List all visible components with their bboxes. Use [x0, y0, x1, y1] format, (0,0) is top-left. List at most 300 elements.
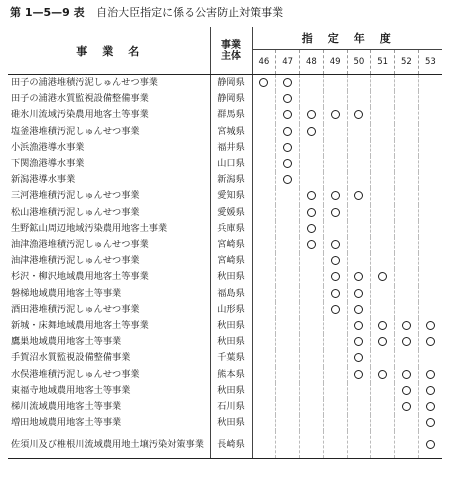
year-cell-53 [418, 124, 442, 140]
project-name: 油津漁港堆積汚泥しゅんせつ事業 [8, 237, 210, 253]
designated-circle-icon [307, 224, 316, 233]
year-cell-48 [300, 350, 324, 366]
year-cell-51 [371, 253, 395, 269]
year-cell-51 [371, 75, 395, 92]
year-cell-47 [276, 302, 300, 318]
year-cell-50 [347, 367, 371, 383]
table-row [8, 205, 442, 221]
table-row [8, 269, 442, 285]
year-cell-50 [347, 107, 371, 123]
year-cell-47 [276, 221, 300, 237]
designated-circle-icon [354, 191, 363, 200]
year-cell-52 [395, 188, 419, 204]
year-cell-50 [347, 350, 371, 366]
year-cell-53 [418, 334, 442, 350]
project-name: 佐須川及び椎根川流域農用地土壌汚染対策事業 [8, 431, 210, 459]
year-cell-52 [395, 75, 419, 92]
year-cell-52 [395, 318, 419, 334]
year-cell-52 [395, 367, 419, 383]
year-cell-46 [252, 75, 276, 92]
designated-circle-icon [354, 337, 363, 346]
year-cell-48 [300, 205, 324, 221]
year-cell-46 [252, 415, 276, 431]
year-cell-53 [418, 237, 442, 253]
designated-circle-icon [378, 321, 387, 330]
table-row [8, 156, 442, 172]
year-cell-48 [300, 318, 324, 334]
year-cell-46 [252, 91, 276, 107]
project-name: 酒田港堆積汚泥しゅんせつ事業 [8, 302, 210, 318]
year-cell-53 [418, 269, 442, 285]
year-cell-51 [371, 269, 395, 285]
project-name: 東福寺地域農用地客土等事業 [8, 383, 210, 399]
year-cell-49 [323, 237, 347, 253]
year-cell-53 [418, 302, 442, 318]
year-cell-52 [395, 124, 419, 140]
year-cell-47 [276, 237, 300, 253]
designated-circle-icon [426, 402, 435, 411]
year-cell-49 [323, 415, 347, 431]
designated-circle-icon [331, 256, 340, 265]
year-cell-52 [395, 205, 419, 221]
designated-circle-icon [378, 370, 387, 379]
year-cell-49 [323, 399, 347, 415]
year-cell-51 [371, 286, 395, 302]
project-name: 新潟港導水事業 [8, 172, 210, 188]
year-cell-52 [395, 140, 419, 156]
designated-circle-icon [378, 337, 387, 346]
table-number: 第 1—5—9 表 [10, 6, 85, 19]
year-cell-52 [395, 302, 419, 318]
designated-circle-icon [331, 110, 340, 119]
year-cell-50 [347, 269, 371, 285]
designated-circle-icon [283, 175, 292, 184]
year-cell-50 [347, 221, 371, 237]
year-cell-48 [300, 286, 324, 302]
table-row [8, 221, 442, 237]
year-cell-53 [418, 367, 442, 383]
year-cell-48 [300, 188, 324, 204]
year-header-50: 50 [347, 50, 371, 75]
year-cell-50 [347, 431, 371, 459]
operator-header [210, 27, 252, 75]
year-cell-50 [347, 75, 371, 92]
designated-circle-icon [307, 240, 316, 249]
year-cell-51 [371, 205, 395, 221]
project-name: 小浜漁港導水事業 [8, 140, 210, 156]
designated-circle-icon [307, 208, 316, 217]
year-cell-52 [395, 221, 419, 237]
year-cell-47 [276, 334, 300, 350]
year-cell-52 [395, 253, 419, 269]
table-row [8, 188, 442, 204]
designated-circle-icon [354, 353, 363, 362]
table-row [8, 140, 442, 156]
year-cell-51 [371, 415, 395, 431]
designated-circle-icon [283, 159, 292, 168]
designated-circle-icon [307, 110, 316, 119]
project-name: 下関漁港導水事業 [8, 156, 210, 172]
year-cell-49 [323, 286, 347, 302]
designated-circle-icon [259, 78, 268, 87]
table-row [8, 350, 442, 366]
year-cell-53 [418, 172, 442, 188]
year-cell-49 [323, 156, 347, 172]
year-cell-49 [323, 75, 347, 92]
table-row [8, 286, 442, 302]
year-cell-51 [371, 334, 395, 350]
designated-circle-icon [331, 208, 340, 217]
designated-circle-icon [426, 321, 435, 330]
year-cell-48 [300, 383, 324, 399]
year-cell-49 [323, 350, 347, 366]
year-cell-48 [300, 91, 324, 107]
table-row [8, 334, 442, 350]
operator-prefecture: 福島県 [210, 286, 252, 302]
year-cell-51 [371, 431, 395, 459]
designated-circle-icon [402, 370, 411, 379]
project-name: 松山港堆積汚泥しゅんせつ事業 [8, 205, 210, 221]
operator-prefecture: 宮城県 [210, 124, 252, 140]
designated-circle-icon [283, 94, 292, 103]
designated-circle-icon [426, 370, 435, 379]
year-cell-51 [371, 188, 395, 204]
year-cell-53 [418, 221, 442, 237]
operator-prefecture: 愛媛県 [210, 205, 252, 221]
year-header-51: 51 [371, 50, 395, 75]
year-cell-46 [252, 237, 276, 253]
year-cell-47 [276, 172, 300, 188]
year-cell-46 [252, 188, 276, 204]
designated-circle-icon [354, 110, 363, 119]
year-cell-52 [395, 286, 419, 302]
year-cell-53 [418, 415, 442, 431]
year-cell-46 [252, 269, 276, 285]
project-name: 増田地域農用地客土等事業 [8, 415, 210, 431]
year-header-46: 46 [252, 50, 276, 75]
project-name: 油津港堆積汚泥しゅんせつ事業 [8, 253, 210, 269]
designated-circle-icon [331, 191, 340, 200]
year-cell-49 [323, 318, 347, 334]
designated-circle-icon [354, 321, 363, 330]
operator-prefecture: 熊本県 [210, 367, 252, 383]
year-cell-50 [347, 172, 371, 188]
designated-circle-icon [331, 272, 340, 281]
year-cell-46 [252, 124, 276, 140]
year-cell-50 [347, 237, 371, 253]
year-cell-50 [347, 156, 371, 172]
project-name: 磐梯地域農用地客土等事業 [8, 286, 210, 302]
year-cell-47 [276, 415, 300, 431]
year-cell-52 [395, 399, 419, 415]
year-cell-49 [323, 302, 347, 318]
year-cell-47 [276, 350, 300, 366]
year-cell-49 [323, 91, 347, 107]
project-name: 水俣港堆積汚泥しゅんせつ事業 [8, 367, 210, 383]
year-cell-46 [252, 156, 276, 172]
table-row [8, 415, 442, 431]
year-cell-53 [418, 253, 442, 269]
year-cell-48 [300, 237, 324, 253]
year-cell-51 [371, 172, 395, 188]
year-cell-51 [371, 318, 395, 334]
year-cell-49 [323, 431, 347, 459]
operator-prefecture: 秋田県 [210, 269, 252, 285]
table-row [8, 237, 442, 253]
year-cell-47 [276, 91, 300, 107]
year-cell-51 [371, 221, 395, 237]
year-cell-46 [252, 334, 276, 350]
table-row [8, 172, 442, 188]
project-name: 塩釜港堆積汚泥しゅんせつ事業 [8, 124, 210, 140]
year-cell-51 [371, 156, 395, 172]
year-cell-49 [323, 124, 347, 140]
year-cell-46 [252, 318, 276, 334]
operator-prefecture: 千葉県 [210, 350, 252, 366]
year-cell-53 [418, 318, 442, 334]
year-cell-48 [300, 107, 324, 123]
year-cell-49 [323, 140, 347, 156]
designated-circle-icon [402, 386, 411, 395]
year-cell-47 [276, 399, 300, 415]
year-cell-52 [395, 334, 419, 350]
designated-circle-icon [354, 305, 363, 314]
year-cell-49 [323, 205, 347, 221]
designated-circle-icon [402, 337, 411, 346]
designated-circle-icon [331, 305, 340, 314]
operator-prefecture: 宮崎県 [210, 237, 252, 253]
year-cell-52 [395, 156, 419, 172]
designated-circle-icon [283, 143, 292, 152]
year-cell-48 [300, 221, 324, 237]
operator-prefecture: 長崎県 [210, 431, 252, 459]
year-cell-48 [300, 399, 324, 415]
year-cell-51 [371, 124, 395, 140]
year-cell-49 [323, 221, 347, 237]
year-cell-46 [252, 205, 276, 221]
project-name: 碓氷川流域汚染農用地客土等事業 [8, 107, 210, 123]
table-row [8, 253, 442, 269]
year-cell-46 [252, 367, 276, 383]
operator-header-label: 事業主体 [221, 39, 241, 62]
year-cell-46 [252, 350, 276, 366]
year-cell-46 [252, 172, 276, 188]
year-cell-50 [347, 140, 371, 156]
year-cell-50 [347, 415, 371, 431]
year-cell-52 [395, 350, 419, 366]
year-cell-50 [347, 286, 371, 302]
year-cell-46 [252, 383, 276, 399]
year-cell-53 [418, 399, 442, 415]
year-cell-48 [300, 334, 324, 350]
year-cell-47 [276, 431, 300, 459]
year-cell-52 [395, 383, 419, 399]
year-cell-53 [418, 286, 442, 302]
year-cell-50 [347, 318, 371, 334]
year-cell-53 [418, 188, 442, 204]
year-cell-52 [395, 172, 419, 188]
designated-circle-icon [426, 418, 435, 427]
year-cell-48 [300, 75, 324, 92]
project-name: 鷹巣地域農用地客土等事業 [8, 334, 210, 350]
year-cell-47 [276, 188, 300, 204]
year-cell-46 [252, 302, 276, 318]
year-cell-49 [323, 269, 347, 285]
year-cell-46 [252, 399, 276, 415]
project-table [8, 27, 442, 459]
year-cell-50 [347, 302, 371, 318]
year-cell-52 [395, 107, 419, 123]
year-cell-50 [347, 383, 371, 399]
year-cell-51 [371, 91, 395, 107]
year-cell-48 [300, 172, 324, 188]
year-cell-50 [347, 124, 371, 140]
year-cell-49 [323, 107, 347, 123]
operator-prefecture: 秋田県 [210, 415, 252, 431]
designated-circle-icon [402, 402, 411, 411]
year-cell-53 [418, 75, 442, 92]
designated-circle-icon [331, 240, 340, 249]
designation-year-header: 指 定 年 度 [252, 27, 442, 50]
year-cell-51 [371, 140, 395, 156]
year-cell-53 [418, 140, 442, 156]
year-header-47: 47 [276, 50, 300, 75]
operator-prefecture: 山口県 [210, 156, 252, 172]
year-cell-49 [323, 253, 347, 269]
year-cell-51 [371, 367, 395, 383]
table-row [8, 302, 442, 318]
project-name: 手賀沼水質監視設備整備事業 [8, 350, 210, 366]
year-cell-48 [300, 124, 324, 140]
operator-prefecture: 石川県 [210, 399, 252, 415]
year-cell-46 [252, 140, 276, 156]
year-cell-47 [276, 156, 300, 172]
year-cell-47 [276, 383, 300, 399]
year-cell-46 [252, 286, 276, 302]
table-row [8, 91, 442, 107]
year-cell-53 [418, 383, 442, 399]
table-row [8, 107, 442, 123]
operator-prefecture: 秋田県 [210, 318, 252, 334]
operator-prefecture: 秋田県 [210, 334, 252, 350]
designated-circle-icon [283, 110, 292, 119]
year-cell-49 [323, 334, 347, 350]
year-cell-50 [347, 334, 371, 350]
year-cell-47 [276, 75, 300, 92]
year-header-48: 48 [300, 50, 324, 75]
operator-prefecture: 静岡県 [210, 91, 252, 107]
year-cell-47 [276, 124, 300, 140]
year-header-49: 49 [323, 50, 347, 75]
year-cell-50 [347, 205, 371, 221]
year-cell-51 [371, 350, 395, 366]
year-cell-47 [276, 269, 300, 285]
year-cell-50 [347, 253, 371, 269]
year-cell-51 [371, 399, 395, 415]
year-cell-51 [371, 237, 395, 253]
year-cell-52 [395, 431, 419, 459]
year-cell-53 [418, 205, 442, 221]
year-cell-48 [300, 415, 324, 431]
year-cell-47 [276, 253, 300, 269]
year-cell-46 [252, 253, 276, 269]
year-cell-51 [371, 302, 395, 318]
year-cell-49 [323, 188, 347, 204]
year-cell-53 [418, 91, 442, 107]
operator-prefecture: 新潟県 [210, 172, 252, 188]
table-row [8, 399, 442, 415]
project-name: 田子の浦港堆積汚泥しゅんせつ事業 [8, 75, 210, 92]
year-cell-48 [300, 302, 324, 318]
year-cell-48 [300, 269, 324, 285]
operator-prefecture: 兵庫県 [210, 221, 252, 237]
year-cell-47 [276, 286, 300, 302]
year-cell-46 [252, 107, 276, 123]
designated-circle-icon [378, 272, 387, 281]
year-cell-51 [371, 107, 395, 123]
year-cell-53 [418, 431, 442, 459]
year-cell-48 [300, 156, 324, 172]
operator-prefecture: 愛知県 [210, 188, 252, 204]
year-cell-48 [300, 140, 324, 156]
operator-prefecture: 山形県 [210, 302, 252, 318]
project-name: 三河港堆積汚泥しゅんせつ事業 [8, 188, 210, 204]
year-cell-49 [323, 367, 347, 383]
year-cell-46 [252, 221, 276, 237]
year-cell-52 [395, 415, 419, 431]
year-cell-47 [276, 205, 300, 221]
year-cell-47 [276, 318, 300, 334]
year-cell-49 [323, 383, 347, 399]
year-cell-53 [418, 350, 442, 366]
table-caption: 自治大臣指定に係る公害防止対策事業 [96, 6, 284, 19]
table-row [8, 318, 442, 334]
table-row [8, 75, 442, 92]
table-row [8, 431, 442, 459]
operator-prefecture: 秋田県 [210, 383, 252, 399]
year-cell-52 [395, 237, 419, 253]
year-cell-47 [276, 367, 300, 383]
project-name-header: 事 業 名 [8, 27, 210, 75]
project-name: 新城・床舞地域農用地客土等事業 [8, 318, 210, 334]
operator-prefecture: 静岡県 [210, 75, 252, 92]
operator-prefecture: 群馬県 [210, 107, 252, 123]
year-header-52: 52 [395, 50, 419, 75]
designated-circle-icon [307, 191, 316, 200]
designated-circle-icon [354, 272, 363, 281]
operator-prefecture: 福井県 [210, 140, 252, 156]
table-row [8, 367, 442, 383]
designated-circle-icon [426, 386, 435, 395]
year-cell-48 [300, 431, 324, 459]
designated-circle-icon [283, 78, 292, 87]
year-cell-53 [418, 107, 442, 123]
year-header-53: 53 [418, 50, 442, 75]
designated-circle-icon [426, 440, 435, 449]
operator-prefecture: 宮崎県 [210, 253, 252, 269]
designated-circle-icon [354, 289, 363, 298]
project-name: 梯川流域農用地客土等事業 [8, 399, 210, 415]
year-cell-51 [371, 383, 395, 399]
designated-circle-icon [307, 127, 316, 136]
designated-circle-icon [426, 337, 435, 346]
designated-circle-icon [402, 321, 411, 330]
designated-circle-icon [354, 370, 363, 379]
designated-circle-icon [331, 289, 340, 298]
table-title [10, 5, 283, 21]
project-name: 生野鉱山周辺地域汚染農用地客土事業 [8, 221, 210, 237]
year-cell-46 [252, 431, 276, 459]
